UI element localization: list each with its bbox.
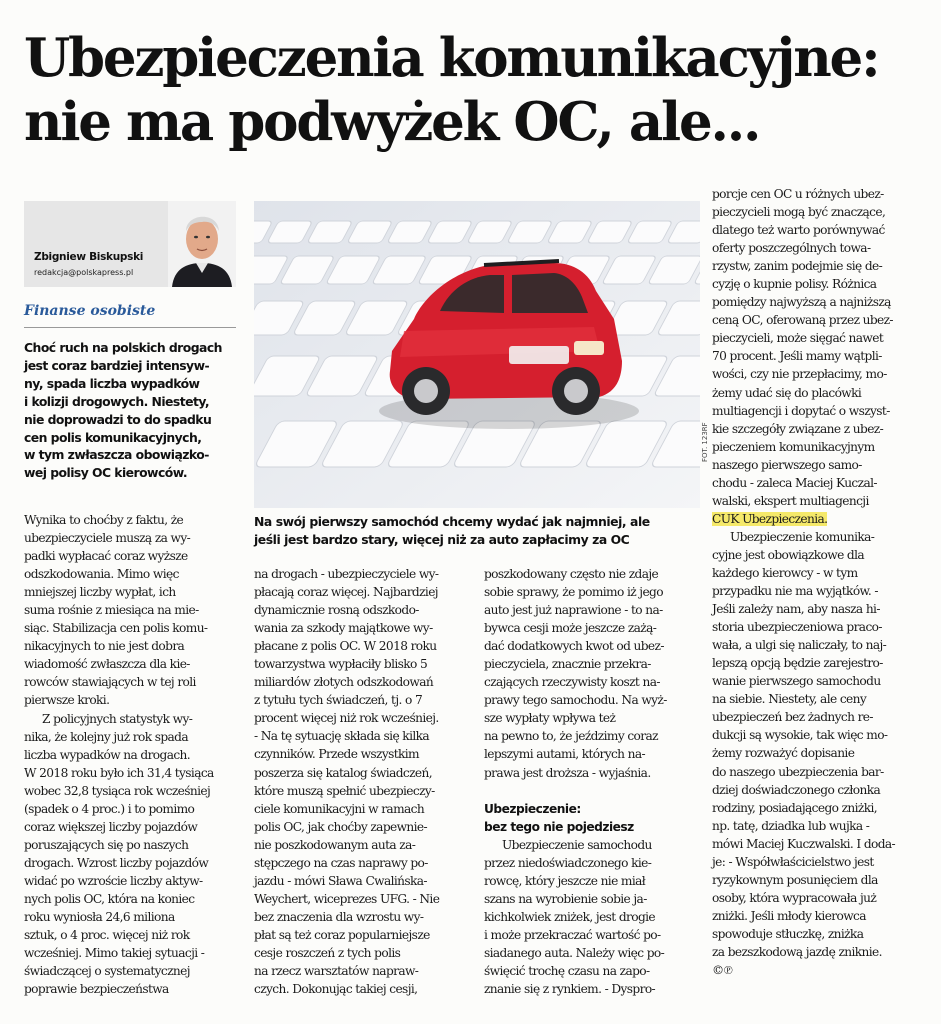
text-line: ceną OC, oferowaną przez ubez- — [712, 313, 893, 328]
headline-line-2: nie ma podwyżek OC, ale... — [24, 91, 760, 153]
text-line: padki wypłacać coraz wyższe — [24, 549, 188, 564]
text-line: i może przekraczać wartość po- — [484, 927, 661, 942]
text-line: pierwsze kroki. — [24, 693, 110, 708]
text-line: rowców stawiających w tej roli — [24, 675, 196, 690]
text-line: poprawie bezpieczeństwa — [24, 982, 169, 997]
text-line: kie szczegóły związane z ubez- — [712, 421, 884, 436]
text-line: wiadomość zwłaszcza dla kie- — [24, 657, 190, 672]
text-line: czynników. Przede wszystkim — [254, 747, 419, 762]
spacer — [484, 782, 696, 800]
text-line: szans na wyrobienie sobie ja- — [484, 891, 647, 906]
text-line: wania za szkody majątkowe wy- — [254, 621, 433, 636]
text-line: bywca cesji może jeszcze zażą- — [484, 621, 657, 636]
text-line: wała, a ulgi się naliczały, to naj- — [712, 638, 887, 653]
text-line: do naszego ubezpieczenia bar- — [712, 764, 884, 779]
section-label: Finanse osobiste — [24, 303, 156, 319]
text-line: które muszą spełnić ubezpieczy- — [254, 783, 435, 798]
text-line: wcześniej. Mimo takiej sytuacji - — [24, 946, 205, 961]
photo-caption — [254, 513, 714, 548]
text-line: nikacyjnych to nie jest dobra — [24, 639, 185, 654]
lead-line: jest coraz bardziej intensyw- — [24, 357, 210, 373]
text-line: rzystw, zanim podejmie się de- — [712, 259, 883, 274]
text-line: dlatego też warto porównywać — [712, 223, 885, 238]
text-line: wości, czy nie przepłacimy, mo- — [712, 367, 887, 382]
text-line: pieczyciela, znacznie przekra- — [484, 657, 651, 672]
article-column-4 — [712, 185, 924, 979]
text-line: każdego kierowcy - w tym — [712, 565, 858, 580]
text-line: Wynika to choćby z faktu, że — [24, 513, 184, 527]
text-line: mniejszej liczby wypłat, ich — [24, 585, 176, 600]
text-line: pomiędzy najwyższą a najniższą — [712, 295, 891, 310]
article-photo — [254, 201, 700, 508]
text-line: siadanego auta. Należy więc po- — [484, 945, 665, 960]
text-line: rowcę, który jeszcze nie miał — [484, 873, 646, 888]
text-line: W 2018 roku było ich 31,4 tysiąca — [24, 765, 214, 780]
text-line: dać dodatkowych kwot od ubez- — [484, 639, 664, 654]
text-line: święcić trochę czasu na zapo- — [484, 963, 650, 978]
text-line — [712, 510, 924, 528]
text-line: prawy tego samochodu. Na wyż- — [484, 693, 667, 708]
text-line: osoby, która wypracowała już — [712, 890, 877, 905]
text-line: za bezszkodową jazdę zniknie. — [712, 944, 882, 959]
article-column-2 — [254, 565, 466, 998]
text-line: oferty poszczególnych towa- — [712, 241, 871, 256]
photo-credit: FOT. 123RF — [701, 422, 709, 462]
text-line: Ubezpieczenie komunika- — [730, 529, 875, 544]
caption-line: Na swój pierwszy samochód chcemy wydać jak najmniej, ale — [254, 514, 650, 529]
text-line: walski, ekspert multiagencji — [712, 493, 869, 508]
text-line: sztuk, o 4 proc. więcej niż rok — [24, 928, 190, 943]
text-line: dukcji są wysokie, tak więc mo- — [712, 728, 888, 743]
author-photo — [168, 201, 236, 287]
text-line: sobie sprawy, że pomimo iż jego — [484, 585, 663, 600]
text-line: nie poszkodowanym auta za- — [254, 837, 416, 852]
text-line: z tytułu tych świadczeń, tj. o 7 — [254, 693, 423, 708]
text-line: Z policyjnych statystyk wy- — [42, 711, 193, 726]
text-line: na siebie. Niestety, ale ceny — [712, 692, 867, 707]
text-line: nych polis OC, która na koniec — [24, 891, 195, 906]
text-line: coraz większej liczby pojazdów — [24, 819, 198, 834]
text-line: płacają coraz więcej. Najbardziej — [254, 585, 438, 600]
text-line: Weychert, wiceprezes UFG. - Nie — [254, 891, 440, 906]
text-line: ubezpieczeń bez żadnych re- — [712, 710, 873, 725]
text-line: procent więcej niż rok wcześniej. — [254, 711, 439, 726]
text-line: poszkodowany często nie zdaje — [484, 567, 659, 581]
text-line: multiagencji i dopytać o wszyst- — [712, 403, 890, 418]
text-line: cyjne jest obowiązkowe dla — [712, 547, 865, 562]
text-line: wobec 32,8 tysiąca rok wcześniej — [24, 783, 211, 798]
text-line: wanie pierwszego samochodu — [712, 674, 881, 689]
subhead: Ubezpieczenie: — [484, 801, 581, 816]
headline — [24, 26, 924, 154]
text-line: polis OC, jak choćby zapewnie- — [254, 819, 428, 834]
text-line: roku wyniosła 24,6 miliona — [24, 910, 175, 925]
text-line: drogach. Wzrost liczby pojazdów — [24, 855, 209, 870]
text-line: miliardów złotych odszkodowań — [254, 675, 434, 690]
text-line: jazdu - mówi Sława Cwalińska- — [254, 873, 427, 888]
text-line: na rzecz warsztatów napraw- — [254, 964, 419, 979]
text-line: widać po wzroście liczby aktyw- — [24, 873, 203, 888]
article-column-3 — [484, 565, 696, 998]
text-line: naszego pierwszego samo- — [712, 457, 862, 472]
text-line: lepszą opcją będzie zarejestro- — [712, 656, 883, 671]
text-line: je: - Współwłaścicielstwo jest — [712, 854, 874, 869]
text-line: pieczycieli, może sięgać nawet — [712, 331, 884, 346]
text-line: kichkolwiek zniżek, jest drogie — [484, 909, 655, 924]
text-line: czających rzeczywisty koszt na- — [484, 675, 660, 690]
text-line: np. tatę, dziadka lub wujka - — [712, 818, 870, 833]
text-line: dziej doświadczonego członka — [712, 782, 881, 797]
lead-line: Choć ruch na polskich drogach — [24, 340, 222, 355]
text-line: suma rośnie z miesiąca na mie- — [24, 603, 199, 618]
text-line: sze wypłaty wpływa też — [484, 711, 616, 726]
text-line: spowoduje stłuczkę, zniżka — [712, 926, 864, 941]
article-column-1 — [24, 511, 236, 998]
car-on-keyboard-image — [254, 201, 700, 508]
text-line: żemy udać się do placówki — [712, 385, 862, 400]
author-box — [24, 201, 236, 287]
text-line: stępczego na czas naprawy po- — [254, 855, 428, 870]
text-line: Jeśli zależy nam, aby nasza hi- — [712, 602, 880, 617]
text-line: odszkodowania. Mimo więc — [24, 567, 179, 582]
text-line: siąc. Stabilizacja cen polis komu- — [24, 621, 208, 636]
text-line: przypadku nie ma wyjątków. - — [712, 584, 878, 599]
text-line: czych. Dokonując takiej cesji, — [254, 982, 418, 997]
highlighted-company-name: CUK Ubezpieczenia. — [712, 511, 828, 526]
text-line: bez znaczenia dla wzrostu wy- — [254, 909, 424, 924]
lead-line: w tym zwłaszcza obowiązko- — [24, 447, 209, 463]
author-name: Zbigniew Biskupski — [34, 251, 144, 263]
text-line: nika, że kolejny już rok spada — [24, 729, 189, 744]
lead-line: wej polisy OC kierowców. — [24, 465, 187, 481]
text-line: lepszymi autami, których na- — [484, 747, 646, 762]
text-line: znanie się z rynkiem. - Dyspro- — [484, 982, 656, 997]
lead-paragraph — [24, 339, 236, 482]
text-line: mówi Maciej Kuczwalski. I doda- — [712, 836, 896, 851]
text-line: auto jest już naprawione - to na- — [484, 603, 663, 618]
subhead: bez tego nie pojedziesz — [484, 819, 634, 834]
text-line: ubezpieczyciele muszą za wy- — [24, 531, 191, 546]
lead-line: nie doprowadzi to do spadku — [24, 411, 212, 427]
text-line: zniżki. Jeśli młody kierowca — [712, 908, 866, 923]
text-line: żemy rozważyć dopisanie — [712, 746, 855, 761]
text-line: - Na tę sytuację składa się kilka — [254, 729, 430, 744]
lead-line: ny, spada liczba wypadków — [24, 375, 200, 391]
text-line: poszerza się katalog świadczeń, — [254, 765, 432, 780]
author-email: redakcja@polskapress.pl — [34, 268, 134, 277]
text-line: świadczącej o systematycznej — [24, 964, 190, 979]
text-line: Ubezpieczenie samochodu — [502, 837, 652, 852]
headline-line-1: Ubezpieczenia komunikacyjne: — [24, 27, 879, 89]
lead-line: i kolizji drogowych. Niestety, — [24, 393, 210, 409]
text-line: (spadek o 4 proc.) i to pomimo — [24, 801, 195, 816]
text-line: pieczycieli mogą być znaczące, — [712, 205, 886, 220]
text-line: na pewno to, że jeździmy coraz — [484, 729, 658, 744]
text-line: towarzystwa wypłaciły blisko 5 — [254, 657, 428, 672]
text-line: na drogach - ubezpieczyciele wy- — [254, 567, 439, 581]
text-line: chodu - zaleca Maciej Kuczal- — [712, 475, 877, 490]
lead-line: cen polis komunikacyjnych, — [24, 429, 202, 445]
text-line: prawa jest droższa - wyjaśnia. — [484, 765, 651, 780]
text-line: przez niedoświadczonego kie- — [484, 855, 652, 870]
text-line: dynamicznie rosną odszkodo- — [254, 603, 419, 618]
text-line: poruszających się po naszych — [24, 837, 189, 852]
text-line: 70 procent. Jeśli mamy wątpli- — [712, 349, 882, 364]
copyright-mark: ©℗ — [712, 963, 733, 978]
text-line: pieczeniem komunikacyjnym — [712, 439, 875, 454]
text-line: ciele komunikacyjni w ramach — [254, 801, 425, 816]
text-line: cesje roszczeń z tych polis — [254, 945, 401, 960]
divider — [24, 327, 236, 328]
text-line: storia ubezpieczeniowa praco- — [712, 620, 882, 635]
caption-line: jeśli jest bardzo stary, więcej niż za auto zapłacimy za OC — [254, 531, 630, 547]
text-line: liczba wypadków na drogach. — [24, 747, 191, 762]
text-line: porcje cen OC u różnych ubez- — [712, 187, 884, 201]
text-line: ryzykownym posunięciem dla — [712, 872, 878, 887]
text-line: rodziny, posiadającego zniżki, — [712, 800, 878, 815]
text-line: płacane z polis OC. W 2018 roku — [254, 639, 437, 654]
text-line: cyzję o kupnie polisy. Różnica — [712, 277, 877, 292]
text-line: płat są też coraz popularniejsze — [254, 927, 430, 942]
